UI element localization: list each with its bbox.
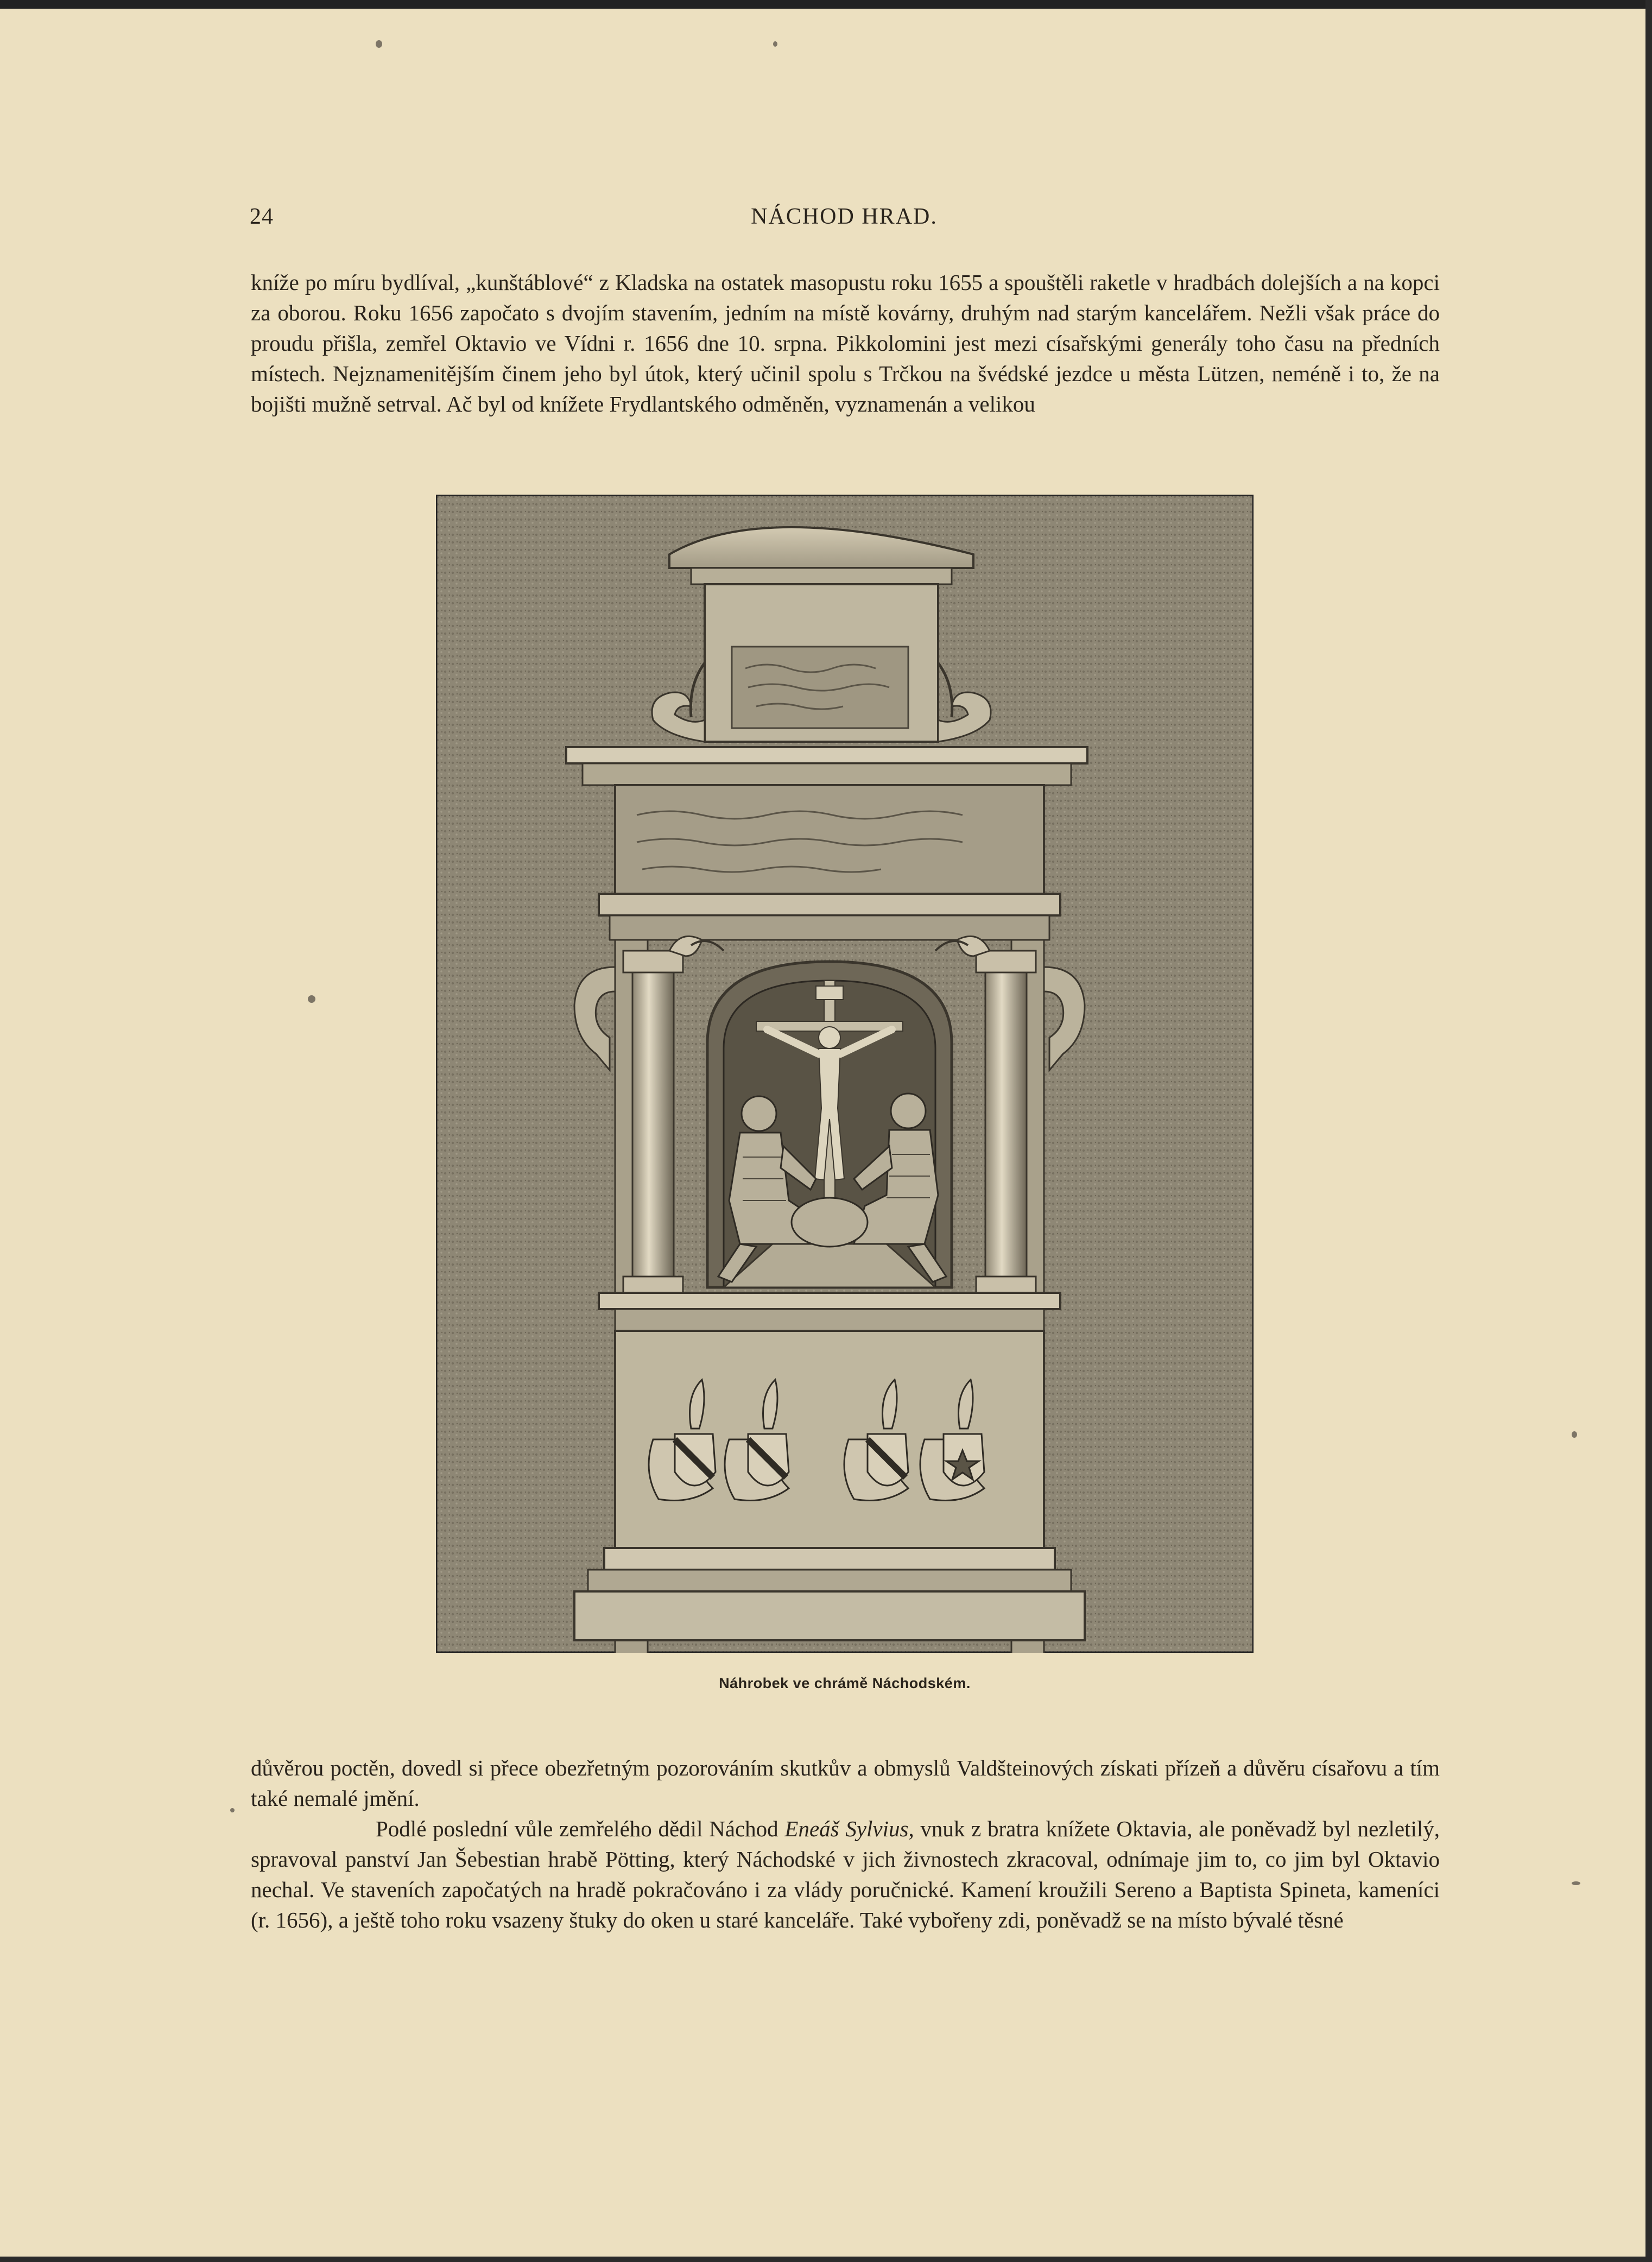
paper-speck: [308, 995, 315, 1003]
paper-speck: [1572, 1881, 1580, 1885]
running-head: [250, 204, 1439, 242]
tomb-illustration: [436, 495, 1254, 1653]
scan-edge-top: [0, 0, 1652, 9]
text-run: Podlé poslední vůle zemřelého dědil Náchod: [376, 1816, 785, 1841]
paper-speck: [376, 40, 382, 48]
paragraph: kníže po míru bydlíval, „kunštáblové“ z Kladska na ostatek masopustu roku 1655 a spouštěli raketle v hradbách dolejších a na kopci za oborou. Roku 1656 započato s dvojím stavením, jedním na místě kovárny, druhým nad starým kancelářem. Nežli však práce do proudu přišla, zemřel Oktavio ve Vídni r. 1656 dne 10. srpna. Pikkolomini jest mezi císařskými generály toho času na předních místech. Nejznamenitějším činem jeho byl útok, který učinil spolu s Trčkou na švédské jezdce u města Lützen, neméně i to, že na bojišti mužně setrval. Ač byl od knížete Frydlantského odměněn, vyznamenán a velikou: [251, 270, 1440, 416]
paragraph: [251, 1814, 1440, 1935]
scan-edge-bottom: [0, 2257, 1652, 2262]
figure-caption: Náhrobek ve chrámě Náchodském.: [719, 1675, 971, 1691]
page-number: 24: [250, 204, 274, 229]
body-text-top: [251, 267, 1440, 419]
body-text-bottom: [251, 1753, 1440, 1935]
paper-speck: [1572, 1431, 1577, 1438]
scan-edge-right: [1645, 0, 1652, 2262]
paper-speck: [230, 1808, 235, 1812]
paper-speck: [773, 41, 777, 47]
text-run: , vnuk z bratra knížete Oktavia, ale poněvadž byl nezletilý, spravoval panství Jan Šebestian hrabě Pötting, který Náchodské v jich živnostech zkracoval, odnímaje jim to, co jim byl Oktavio nechal. Ve staveních započatých na hradě pokračováno i za vlády poručnické. Kamení kroužili Sereno a Baptista Spineta, kameníci (r. 1656), a ještě toho roku vsazeny štuky do oken u staré kanceláře. Také vybořeny zdi, poněvadž se na místo bývalé těsné: [251, 1816, 1440, 1932]
running-title: NÁCHOD HRAD.: [751, 204, 938, 229]
paragraph: důvěrou poctěn, dovedl si přece obezřetným pozorováním skutkův a obmyslů Valdšteinových získati přízeň a důvěru císařovu a tím také nemalé jmění.: [251, 1755, 1440, 1811]
person-name-italic: Eneáš Sylvius: [784, 1816, 909, 1841]
